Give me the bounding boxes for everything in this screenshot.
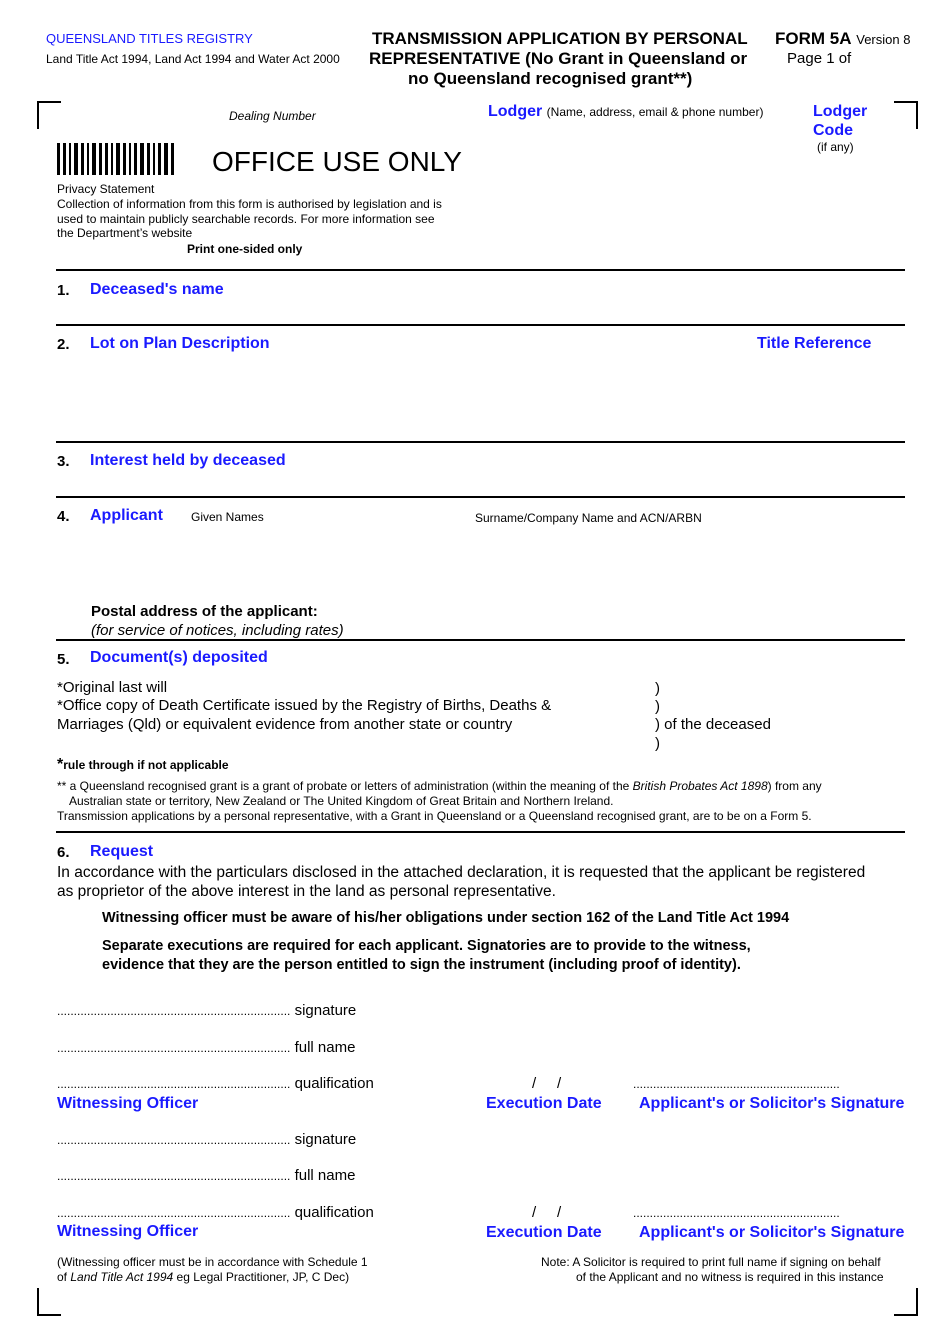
divider (56, 496, 905, 498)
lodger-label: Lodger (488, 103, 543, 120)
section-5-title: Document(s) deposited (90, 649, 268, 666)
document-item-will: *Original last will (57, 679, 168, 696)
note-suffix: eg Legal Practitioner, JP, C Dec) (173, 1270, 350, 1284)
solicitor-note-line2: of the Applicant and no witness is required in this instance (576, 1270, 884, 1284)
title-reference-field[interactable] (757, 360, 902, 435)
recognised-grant-note-a: ** a Queensland recognised grant is a grant of probate or letters of administration (within the meaning of the (57, 779, 633, 793)
section-2-number: 2. (57, 336, 70, 353)
land-title-act: Land Title Act 1994 (70, 1270, 174, 1284)
witnessing-officer-label: Witnessing Officer (57, 1223, 199, 1240)
full-name-label: full name (294, 1039, 356, 1056)
divider (56, 639, 905, 641)
rule-through-text: rule through if not applicable (63, 758, 229, 772)
form-title-line3: no Queensland recognised grant**) (408, 69, 693, 88)
print-note: Print one-sided only (187, 242, 303, 256)
signature-label: signature (294, 1131, 357, 1148)
form-version: Version 8 (856, 32, 911, 47)
witness-obligation-warning: Witnessing officer must be aware of his/her obligations under section 162 of the Land Title Act 1994 (102, 910, 790, 926)
given-names-label: Given Names (191, 510, 264, 524)
section-4-title: Applicant (90, 507, 163, 524)
office-use-only: OFFICE USE ONLY (212, 146, 462, 177)
form-number-label: FORM 5A (775, 29, 852, 48)
divider (56, 831, 905, 833)
witness-schedule-note-line2 (57, 1270, 349, 1284)
document-item-death-certificate: *Office copy of Death Certificate issued by the Registry of Births, Deaths & (57, 697, 552, 714)
form-title-line2: REPRESENTATIVE (No Grant in Queensland or (369, 49, 748, 68)
applicant-signature-label: Applicant's or Solicitor's Signature (639, 1224, 905, 1241)
section-3-title: Interest held by deceased (90, 452, 286, 469)
qualification-label: qualification (294, 1204, 374, 1221)
separate-executions-note-line2: evidence that they are the person entitled to sign the instrument (including proof of identity). (102, 957, 741, 973)
section-4-number: 4. (57, 508, 70, 525)
bracket: ) (655, 698, 660, 715)
acts-line: Land Title Act 1994, Land Act 1994 and Water Act 2000 (46, 52, 340, 66)
lodger-code-label-line1: Lodger (813, 103, 868, 120)
dotted-line: ...................................................................... (57, 1169, 291, 1183)
dotted-line: ...................................................................... (57, 1206, 291, 1220)
bracket: ) (655, 735, 660, 752)
dotted-line: ...................................................................... (57, 1133, 291, 1147)
witness-schedule-note-line1: (Witnessing officer must be in accordance with Schedule 1 (57, 1255, 368, 1269)
form-5-note: Transmission applications by a personal representative, with a Grant in Queensland or a Queensland recognised grant, are to be on a Form 5. (57, 809, 812, 823)
witness-signature-line[interactable] (57, 1002, 356, 1019)
recognised-grant-note-line2: Australian state or territory, New Zealand or The United Kingdom of Great Britain and Northern Ireland. (69, 794, 614, 808)
solicitor-note-line1: Note: A Solicitor is required to print full name if signing on behalf (541, 1255, 881, 1269)
postal-address-label: Postal address of the applicant: (91, 603, 318, 620)
dotted-line: ...................................................................... (57, 1004, 291, 1018)
title-reference-label: Title Reference (757, 335, 872, 352)
lodger-code-hint: (if any) (817, 140, 854, 154)
section-2-title: Lot on Plan Description (90, 335, 270, 352)
rule-through-note (57, 756, 229, 774)
lodger-code-label-line2: Code (813, 122, 853, 139)
divider (56, 441, 905, 443)
deceased-name-field[interactable] (90, 300, 900, 322)
section-6-number: 6. (57, 844, 70, 861)
execution-date-label: Execution Date (486, 1095, 602, 1112)
recognised-grant-note-b: ) from any (767, 779, 822, 793)
interest-held-field[interactable] (90, 472, 900, 494)
privacy-line3: the Department’s website (57, 226, 193, 240)
witness-qualification-line[interactable] (57, 1075, 374, 1092)
separate-executions-note-line1: Separate executions are required for each applicant. Signatories are to provide to the witness, (102, 938, 751, 954)
corner-mark-bottom-right (894, 1288, 918, 1316)
section-5-number: 5. (57, 651, 70, 668)
section-3-number: 3. (57, 453, 70, 470)
registry-name: QUEENSLAND TITLES REGISTRY (46, 31, 253, 46)
dealing-number-label: Dealing Number (229, 109, 316, 123)
british-probates-act: British Probates Act 1898 (632, 779, 768, 793)
divider (56, 324, 905, 326)
lodger-hint: (Name, address, email & phone number) (546, 105, 764, 119)
postal-address-note: (for service of notices, including rates) (91, 622, 344, 639)
form-number (775, 29, 910, 49)
applicant-signature-label: Applicant's or Solicitor's Signature (639, 1095, 905, 1112)
of-the-deceased: ) of the deceased (655, 716, 771, 733)
page-indicator: Page 1 of (787, 50, 852, 67)
corner-mark-bottom-left (37, 1288, 61, 1316)
section-6-title: Request (90, 843, 154, 860)
document-item-death-certificate-cont: Marriages (Qld) or equivalent evidence from another state or country (57, 716, 513, 733)
note-prefix: of (57, 1270, 71, 1284)
applicant-signature-field[interactable]: .............................................................. (633, 1206, 840, 1220)
recognised-grant-note (57, 779, 822, 793)
section-1-title: Deceased's name (90, 281, 224, 298)
full-name-label: full name (294, 1167, 356, 1184)
dotted-line: ...................................................................... (57, 1041, 291, 1055)
request-text-line2: as proprietor of the above interest in the land as personal representative. (57, 883, 556, 900)
rule-through-asterisk: * (57, 756, 64, 773)
witness-full-name-line[interactable] (57, 1039, 355, 1056)
qualification-label: qualification (294, 1075, 374, 1092)
execution-date-field[interactable]: / / (532, 1204, 562, 1221)
applicant-signature-field[interactable]: .............................................................. (633, 1077, 840, 1091)
form-title-line1: TRANSMISSION APPLICATION BY PERSONAL (372, 29, 748, 48)
execution-date-field[interactable]: / / (532, 1075, 562, 1092)
section-1-number: 1. (57, 282, 70, 299)
privacy-line2: used to maintain publicly searchable records. For more information see (57, 212, 435, 226)
witness-full-name-line[interactable] (57, 1167, 355, 1184)
corner-mark-top-right (894, 101, 918, 129)
execution-date-label: Execution Date (486, 1224, 602, 1241)
privacy-title: Privacy Statement (57, 182, 155, 196)
signature-label: signature (294, 1002, 357, 1019)
lodger-field[interactable] (488, 103, 763, 121)
witness-signature-line[interactable] (57, 1131, 356, 1148)
barcode-icon (57, 143, 177, 175)
privacy-line1: Collection of information from this form is authorised by legislation and is (57, 197, 442, 211)
bracket: ) (655, 680, 660, 697)
request-text-line1: In accordance with the particulars disclosed in the attached declaration, it is requested that the applicant be registered (57, 864, 866, 881)
given-names-field[interactable] (191, 530, 461, 590)
divider (56, 269, 905, 271)
witness-qualification-line[interactable] (57, 1204, 374, 1221)
surname-label: Surname/Company Name and ACN/ARBN (475, 511, 702, 525)
witnessing-officer-label: Witnessing Officer (57, 1095, 199, 1112)
surname-field[interactable] (475, 530, 900, 590)
lot-on-plan-field[interactable] (90, 360, 730, 435)
dotted-line: ...................................................................... (57, 1077, 291, 1091)
corner-mark-top-left (37, 101, 61, 129)
